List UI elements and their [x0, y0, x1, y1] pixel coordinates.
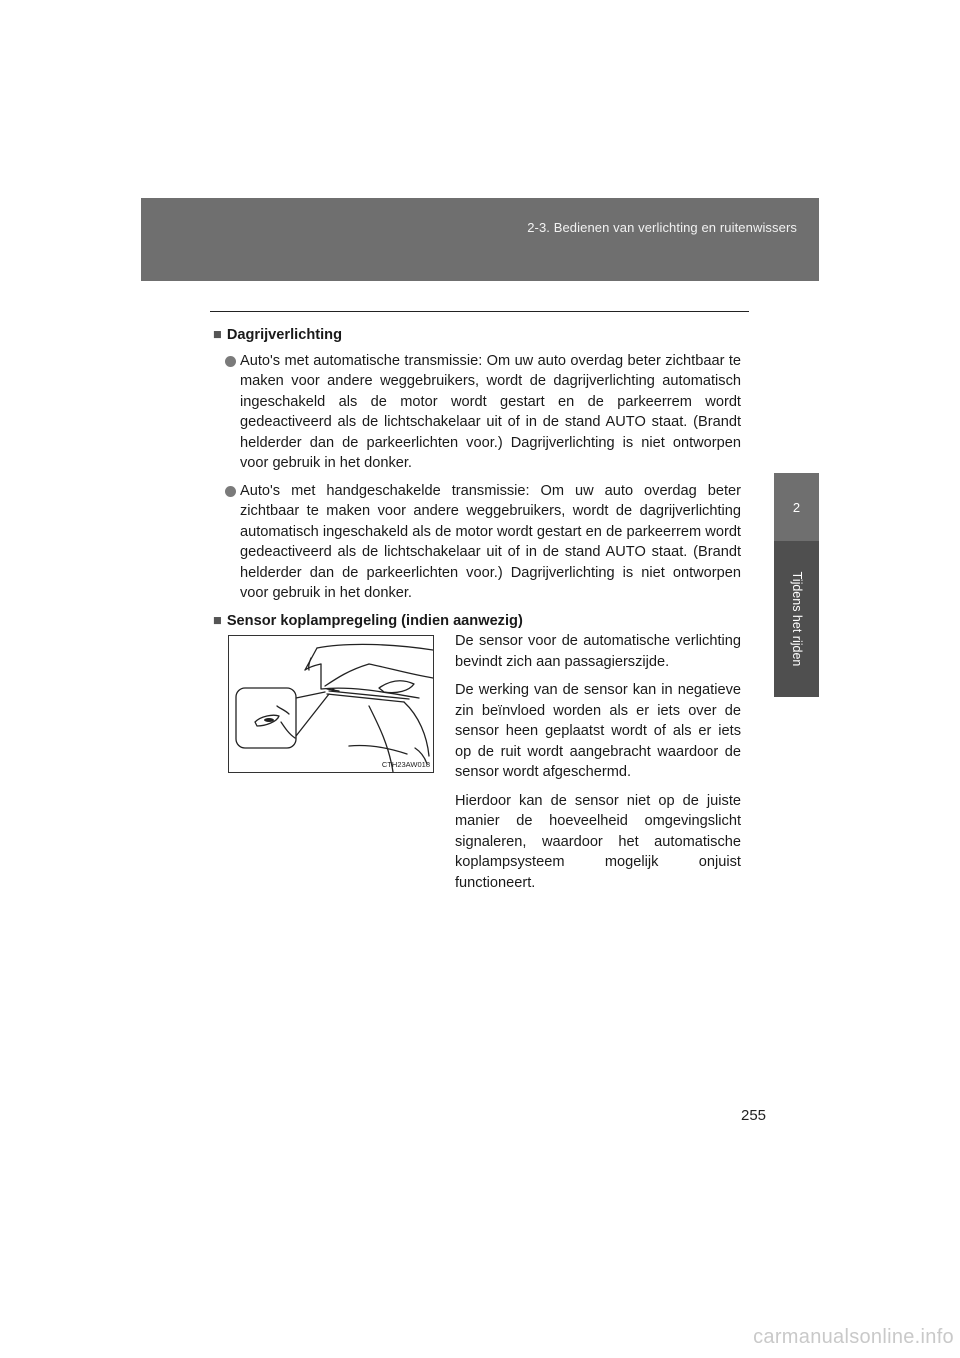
- car-windshield-drawing: [229, 636, 433, 772]
- figure-code: CTH23AW018: [381, 760, 430, 769]
- windshield-sensor-illustration: [228, 635, 434, 773]
- watermark[interactable]: carmanualsonline.info: [753, 1326, 954, 1348]
- section-heading-dagrijverlichting: [213, 325, 741, 346]
- bullet-item: [213, 481, 741, 604]
- round-bullet-icon: [225, 486, 236, 497]
- section-title: 2-3. Bedienen van verlichting en ruitenwissers: [527, 220, 797, 235]
- square-bullet-icon: ■: [213, 327, 222, 343]
- main-content: [213, 325, 741, 636]
- top-rule: [210, 311, 749, 312]
- paragraph: De sensor voor de automatische verlichting bevindt zich aan passagierszijde.: [455, 633, 741, 670]
- bullet-text: Auto's met automatische transmissie: Om uw auto overdag beter zichtbaar te maken voor andere weggebruikers, wordt de dagrijverlichting automatisch ingeschakeld als de motor wordt gestart en de parkeerrem wordt gedeactiveerd als de lichtschakelaar uit of in de stand AUTO staat. (Brandt helderder dan de parkeerlichten voor.) Dagrijverlichting is niet ontworpen voor gebruik in het donker.: [240, 352, 741, 471]
- paragraph: Hierdoor kan de sensor niet op de juiste manier de hoeveelheid omgevingslicht signaleren, waardoor het automatische koplampsysteem mogelijk onjuist functioneert.: [455, 792, 741, 891]
- chapter-title: Tijdens het rijden: [789, 571, 804, 667]
- bullet-item: [213, 351, 741, 474]
- paragraph: De werking van de sensor kan in negatieve zin beïnvloed worden als er iets over de sensor heen geplaatst wordt of als er iets op de ruit wordt aangebracht waardoor de sensor wordt afgeschermd.: [455, 682, 741, 780]
- heading-text: Sensor koplampregeling (indien aanwezig): [226, 612, 523, 629]
- section-heading-sensor: [213, 611, 741, 632]
- chapter-title-tab: [774, 541, 819, 697]
- bullet-text: Auto's met handgeschakelde transmissie: Om uw auto overdag beter zichtbaar te maken voor andere weggebruikers, wordt de dagrijverlichting automatisch ingeschakeld als de motor wordt gestart en de parkeerrem wordt gedeactiveerd als de lichtschakelaar uit of in de stand AUTO staat. (Brandt helderder dan de parkeerlichten voor.) Dagrijverlichting is niet ontworpen voor gebruik in het donker.: [240, 482, 741, 601]
- heading-text: Dagrijverlichting: [226, 327, 342, 343]
- chapter-number-tab: [774, 473, 819, 541]
- square-bullet-icon: ■: [213, 612, 222, 629]
- sensor-description: [455, 631, 741, 901]
- chapter-number: 2: [792, 499, 801, 515]
- page-number: 255: [741, 1107, 767, 1124]
- round-bullet-icon: [225, 356, 236, 367]
- header-band: [141, 198, 819, 281]
